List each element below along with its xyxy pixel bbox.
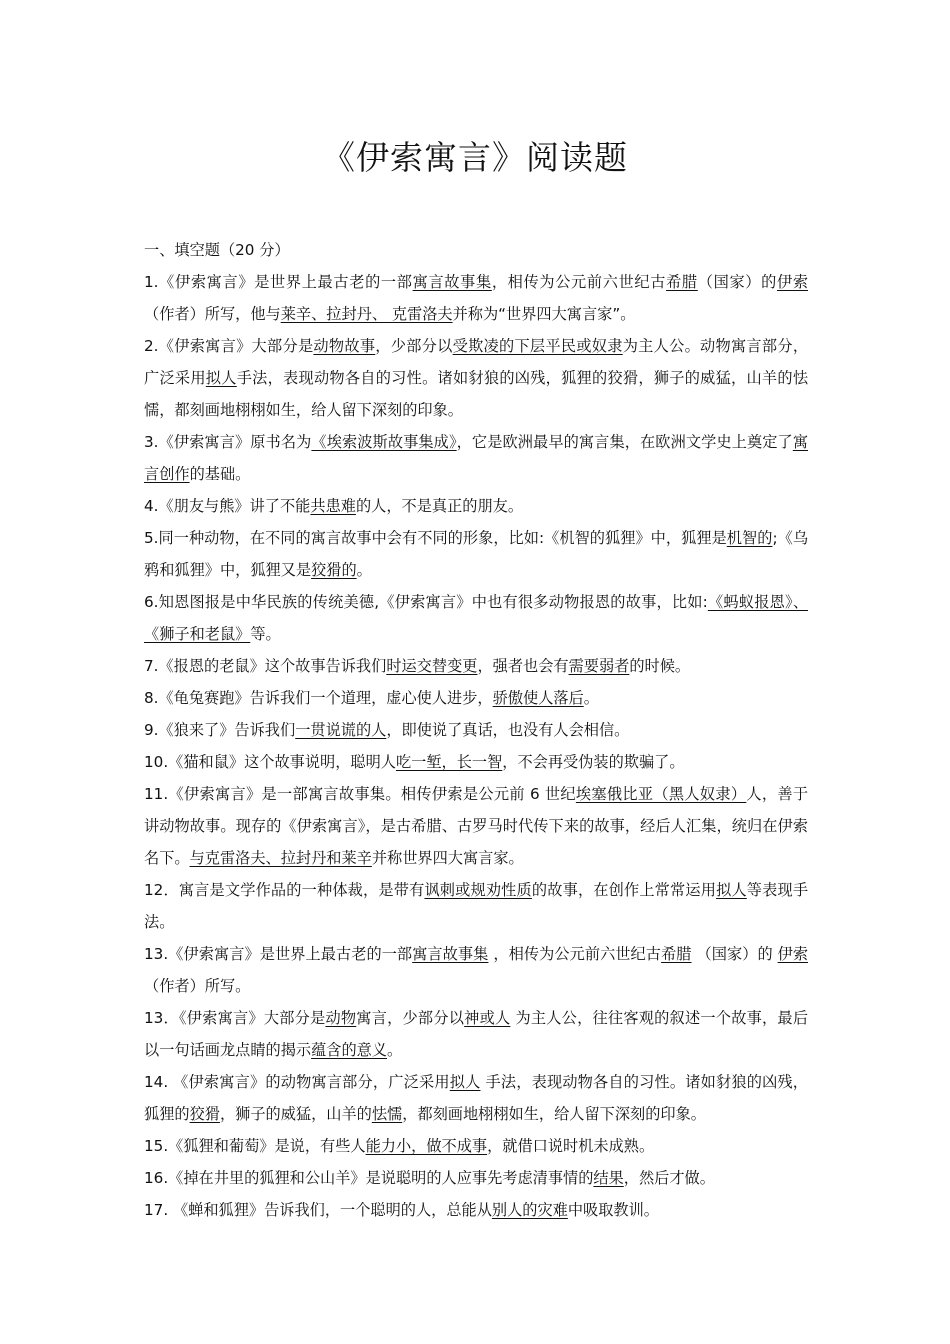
question-text: 5.同一种动物，在不同的寓言故事中会有不同的形象，比如:《机智的狐狸》中，狐狸是 xyxy=(144,529,727,547)
answer-blank: 动物故事 xyxy=(313,337,376,355)
answer-blank: 拟人 xyxy=(205,369,237,387)
question-text: 8.《龟兔赛跑》告诉我们一个道理，虚心使人进步， xyxy=(144,689,493,707)
answer-blank: 狡猾的 xyxy=(311,561,357,579)
answer-blank: 结果 xyxy=(593,1169,624,1187)
question-text: 14. 《伊索寓言》的动物寓言部分，广泛采用 xyxy=(144,1073,450,1091)
question-item xyxy=(144,714,808,746)
question-text: 并称为“世界四大寓言家”。 xyxy=(452,305,636,323)
question-body xyxy=(144,234,808,1226)
question-text: 手法，表现动物各自的习性。诸如豺狼的凶残，狐狸的狡猾，狮子的威猛，山羊的怯懦，都刻画地栩栩如生，给人留下深刻的印象。 xyxy=(144,369,809,419)
question-item xyxy=(144,650,808,682)
question-item xyxy=(144,1002,808,1066)
answer-blank: 希腊 xyxy=(666,273,698,291)
answer-blank: 伊索 xyxy=(777,273,809,291)
answer-blank: 吃一堑，长一智 xyxy=(395,753,503,771)
question-text: 16.《掉在井里的狐狸和公山羊》是说聪明的人应事先考虑清事情的 xyxy=(144,1169,594,1187)
answer-blank: 拟人 xyxy=(716,881,747,899)
question-item xyxy=(144,1066,808,1130)
answer-blank: 希腊 xyxy=(661,945,692,963)
question-text: 13.《伊索寓言》是世界上最古老的一部 xyxy=(144,945,413,963)
question-item xyxy=(144,778,808,874)
question-text: 6.知恩图报是中华民族的传统美德,《伊索寓言》中也有很多动物报恩的故事，比如: xyxy=(144,593,708,611)
answer-blank: 讽刺或规劝性质 xyxy=(424,881,532,899)
question-text: 等表现手法。 xyxy=(144,881,809,931)
question-text: ;《乌鸦和狐狸》中，狐狸又是 xyxy=(144,529,809,579)
answer-blank: 需要弱者 xyxy=(568,657,630,675)
question-text: ，然后才做。 xyxy=(623,1169,715,1187)
question-item xyxy=(144,1130,808,1162)
question-text: （作者）所写，他与 xyxy=(144,305,281,323)
question-text: ，强者也会有 xyxy=(477,657,569,675)
answer-blank: 寓言创作 xyxy=(144,433,808,483)
question-item xyxy=(144,586,808,650)
question-text: 中吸取教训。 xyxy=(567,1201,659,1219)
answer-blank: 与克雷洛夫、拉封丹和莱辛 xyxy=(189,849,372,867)
question-item xyxy=(144,266,808,330)
question-text: 1.《伊索寓言》是世界上最古老的一部 xyxy=(144,273,413,291)
question-text: 。 xyxy=(356,561,372,579)
answer-blank: 埃塞俄比亚（黑人奴隶） xyxy=(575,785,747,803)
answer-blank: 神或人 xyxy=(464,1009,511,1027)
question-item xyxy=(144,1162,808,1194)
question-text: （作者）所写。 xyxy=(144,977,251,995)
question-text: 7.《报恩的老鼠》这个故事告诉我们 xyxy=(144,657,387,675)
page-title: 《伊索寓言》阅读题 xyxy=(322,138,628,177)
question-text: 17. 《蝉和狐狸》告诉我们，一个聪明的人，总能从 xyxy=(144,1201,492,1219)
question-text: 手法，表现动物各自的习性。诸如豺狼的凶残，狐狸的 xyxy=(144,1073,808,1123)
question-text: 人，善于讲动物故事。现存的《伊索寓言》，是古希腊、古罗马时代传下来的故事，经后人汇集，统归在伊索名下。 xyxy=(144,785,809,867)
answer-blank: 能力小，做不成事 xyxy=(365,1137,488,1155)
question-text: 4.《朋友与熊》讲了不能 xyxy=(144,497,311,515)
question-item xyxy=(144,490,808,522)
question-item xyxy=(144,330,808,426)
question-item xyxy=(144,746,808,778)
answer-blank: 骄傲使人落后 xyxy=(492,689,584,707)
question-text: ，相传为公元前六世纪古 xyxy=(488,945,662,963)
answer-blank: 拟人 xyxy=(449,1073,481,1091)
question-text: ，少部分以 xyxy=(375,337,453,355)
question-text: 3.《伊索寓言》原书名为 xyxy=(144,433,312,451)
question-item xyxy=(144,426,808,490)
question-text: ，都刻画地栩栩如生，给人留下深刻的印象。 xyxy=(402,1105,706,1123)
section-heading: 一、填空题（20 分） xyxy=(144,241,290,259)
question-item xyxy=(144,938,808,1002)
answer-blank: 狡猾 xyxy=(189,1105,220,1123)
question-text: 的时候。 xyxy=(629,657,691,675)
question-text: ，就借口说时机未成熟。 xyxy=(487,1137,655,1155)
question-text: 等。 xyxy=(250,625,281,643)
question-text: （国家）的 xyxy=(691,945,778,963)
question-text: 13．《伊索寓言》大部分是 xyxy=(144,1009,326,1027)
answer-blank: 蕴含的意义 xyxy=(311,1041,387,1059)
answer-blank: 时运交替变更 xyxy=(386,657,478,675)
answer-blank: 《埃索波斯故事集成》 xyxy=(311,433,457,451)
question-text: 10.《猫和鼠》这个故事说明，聪明人 xyxy=(144,753,396,771)
answer-blank: 怯懦 xyxy=(371,1105,403,1123)
question-item xyxy=(144,682,808,714)
question-text: 为主人公。动物寓言部分，广泛采用 xyxy=(144,337,809,387)
question-text: 9.《狼来了》告诉我们 xyxy=(144,721,296,739)
answer-blank: 受欺凌的下层平民或奴隶 xyxy=(452,337,623,355)
answer-blank: 伊索 xyxy=(777,945,809,963)
question-text: ，即使说了真话，也没有人会相信。 xyxy=(386,721,630,739)
question-item xyxy=(144,1194,808,1226)
answer-blank: 《蚂蚁报恩》、《狮子和老鼠》 xyxy=(144,593,809,643)
answer-blank: 动物 xyxy=(325,1009,357,1027)
answer-blank: 寓言故事集 xyxy=(412,273,492,291)
answer-blank: 别人的灾难 xyxy=(491,1201,568,1219)
question-item xyxy=(144,522,808,586)
question-text: ，它是欧洲最早的寓言集，在欧洲文学史上奠定了 xyxy=(456,433,793,451)
question-text: 2.《伊索寓言》大部分是 xyxy=(144,337,314,355)
question-text: ，相传为公元前六世纪古 xyxy=(491,273,667,291)
question-list xyxy=(144,266,808,1226)
question-item xyxy=(144,874,808,938)
question-text: 的故事，在创作上常常运用 xyxy=(531,881,717,899)
question-text: 12．寓言是文学作品的一种体裁，是带有 xyxy=(144,881,425,899)
answer-blank: 共患难 xyxy=(310,497,356,515)
question-text: 为主人公，往往客观的叙述一个故事，最后以一句话画龙点睛的揭示 xyxy=(144,1009,809,1059)
answer-blank: 一贯说谎的人 xyxy=(295,721,387,739)
question-text: 。 xyxy=(583,689,599,707)
question-text: ，不会再受伪装的欺骗了。 xyxy=(502,753,685,771)
question-text: （国家）的 xyxy=(697,273,777,291)
question-text: 并称世界四大寓言家。 xyxy=(371,849,524,867)
question-text: 15.《狐狸和葡萄》是说，有些人 xyxy=(144,1137,366,1155)
answer-blank: 莱辛、拉封丹、 克雷洛夫 xyxy=(280,305,453,323)
answer-blank: 机智的 xyxy=(726,529,773,547)
question-text: 。 xyxy=(387,1041,403,1059)
question-text: 的基础。 xyxy=(189,465,251,483)
question-text: ，狮子的威猛，山羊的 xyxy=(219,1105,372,1123)
question-text: 11.《伊索寓言》是一部寓言故事集。相传伊索是公元前 6 世纪 xyxy=(144,785,576,803)
question-text: 寓言，少部分以 xyxy=(356,1009,465,1027)
question-text: 的人，不是真正的朋友。 xyxy=(355,497,523,515)
answer-blank: 寓言故事集 xyxy=(412,945,489,963)
